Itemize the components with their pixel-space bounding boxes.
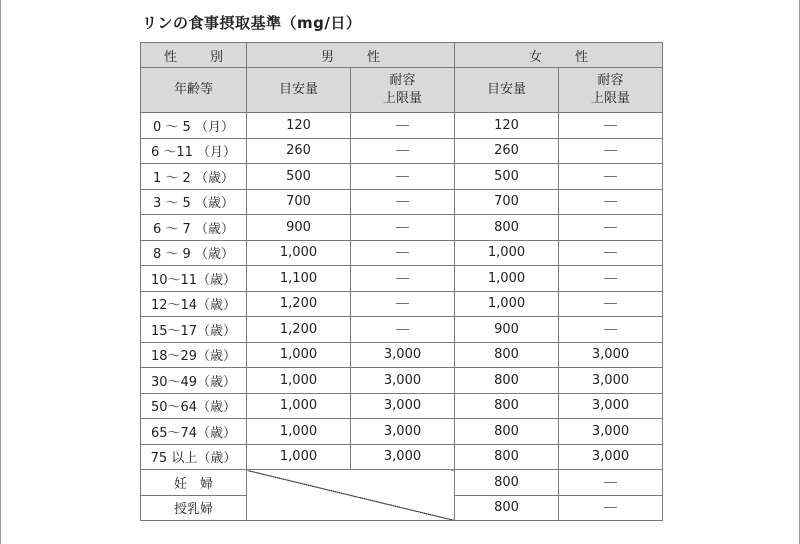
phosphorus-intake-table	[140, 42, 663, 521]
male-ul-cell: ―	[351, 113, 455, 139]
header-male-ul-line1: 耐容	[389, 73, 416, 88]
female-ai-cell: 800	[455, 342, 559, 368]
female-ai-cell: 1,000	[455, 266, 559, 292]
male-ai-cell: 700	[247, 189, 351, 215]
table-row	[141, 164, 663, 190]
header-male-ul	[351, 68, 455, 113]
male-ul-cell: 3,000	[351, 342, 455, 368]
female-ai-cell: 1,000	[455, 240, 559, 266]
table-row	[141, 266, 663, 292]
female-ai-cell: 800	[455, 470, 559, 496]
table-row	[141, 342, 663, 368]
header-male: 男 性	[247, 43, 455, 68]
female-ul-cell: ―	[559, 495, 663, 521]
age-cell: 0 ～ 5 （月）	[141, 113, 247, 139]
header-row-sex	[141, 43, 663, 68]
male-not-applicable-diagonal	[247, 470, 455, 521]
table-row	[141, 215, 663, 241]
age-cell: 3 ～ 5 （歳）	[141, 189, 247, 215]
female-ai-cell: 260	[455, 138, 559, 164]
male-ai-cell: 1,200	[247, 317, 351, 343]
male-ul-cell: 3,000	[351, 368, 455, 394]
male-ul-cell: ―	[351, 266, 455, 292]
table-row	[141, 317, 663, 343]
male-ai-cell: 1,200	[247, 291, 351, 317]
page-border-left	[0, 0, 1, 544]
female-ai-cell: 800	[455, 215, 559, 241]
female-ul-cell: ―	[559, 291, 663, 317]
page-title: リンの食事摂取基準（mg/日）	[142, 14, 362, 32]
female-ai-cell: 800	[455, 419, 559, 445]
male-ai-cell: 1,000	[247, 342, 351, 368]
age-cell: 30～49（歳）	[141, 368, 247, 394]
female-ul-cell: ―	[559, 164, 663, 190]
female-ai-cell: 800	[455, 393, 559, 419]
male-ai-cell: 1,000	[247, 419, 351, 445]
female-ai-cell: 120	[455, 113, 559, 139]
male-ai-cell: 1,000	[247, 240, 351, 266]
table-row	[141, 240, 663, 266]
header-female-ul	[559, 68, 663, 113]
male-ai-cell: 1,000	[247, 368, 351, 394]
lactating-label: 授乳婦	[141, 495, 247, 521]
male-ai-cell: 1,100	[247, 266, 351, 292]
female-ul-cell: 3,000	[559, 393, 663, 419]
age-cell: 18～29（歳）	[141, 342, 247, 368]
male-ai-cell: 120	[247, 113, 351, 139]
age-cell: 8 ～ 9 （歳）	[141, 240, 247, 266]
table-row	[141, 444, 663, 470]
age-cell: 15～17（歳）	[141, 317, 247, 343]
male-ul-cell: 3,000	[351, 444, 455, 470]
female-ai-cell: 800	[455, 444, 559, 470]
male-ul-cell: ―	[351, 317, 455, 343]
header-male-ai: 目安量	[247, 68, 351, 113]
female-ul-cell: ―	[559, 266, 663, 292]
age-cell: 50～64（歳）	[141, 393, 247, 419]
header-female-ul-line1: 耐容	[597, 73, 624, 88]
table-row	[141, 393, 663, 419]
header-sex: 性 別	[141, 43, 247, 68]
female-ai-cell: 800	[455, 368, 559, 394]
female-ai-cell: 500	[455, 164, 559, 190]
male-ul-cell: ―	[351, 138, 455, 164]
female-ul-cell: ―	[559, 113, 663, 139]
table-row	[141, 113, 663, 139]
female-ai-cell: 1,000	[455, 291, 559, 317]
table-row	[141, 138, 663, 164]
female-ul-cell: ―	[559, 215, 663, 241]
table-row-pregnant	[141, 470, 663, 496]
female-ul-cell: 3,000	[559, 368, 663, 394]
male-ul-cell: 3,000	[351, 419, 455, 445]
male-ai-cell: 500	[247, 164, 351, 190]
male-ul-cell: ―	[351, 240, 455, 266]
table-row	[141, 368, 663, 394]
age-cell: 75 以上（歳）	[141, 444, 247, 470]
male-ul-cell: ―	[351, 291, 455, 317]
male-ul-cell: 3,000	[351, 393, 455, 419]
male-ul-cell: ―	[351, 189, 455, 215]
female-ul-cell: ―	[559, 470, 663, 496]
age-cell: 6 ～11 （月）	[141, 138, 247, 164]
male-ul-cell: ―	[351, 215, 455, 241]
age-cell: 65～74（歳）	[141, 419, 247, 445]
age-cell: 1 ～ 2 （歳）	[141, 164, 247, 190]
header-age: 年齢等	[141, 68, 247, 113]
female-ai-cell: 700	[455, 189, 559, 215]
male-ai-cell: 1,000	[247, 444, 351, 470]
female-ul-cell: ―	[559, 317, 663, 343]
header-row-measures	[141, 68, 663, 113]
header-female: 女 性	[455, 43, 663, 68]
header-female-ai: 目安量	[455, 68, 559, 113]
female-ul-cell: 3,000	[559, 444, 663, 470]
age-cell: 6 ～ 7 （歳）	[141, 215, 247, 241]
pregnant-label: 妊 婦	[141, 470, 247, 496]
header-female-ul-line2: 上限量	[590, 91, 630, 106]
table-row	[141, 291, 663, 317]
female-ai-cell: 800	[455, 495, 559, 521]
female-ul-cell: ―	[559, 138, 663, 164]
header-male-ul-line2: 上限量	[382, 91, 422, 106]
age-cell: 12～14（歳）	[141, 291, 247, 317]
female-ul-cell: 3,000	[559, 342, 663, 368]
male-ul-cell: ―	[351, 164, 455, 190]
table-row	[141, 419, 663, 445]
female-ul-cell: 3,000	[559, 419, 663, 445]
male-ai-cell: 1,000	[247, 393, 351, 419]
table-row	[141, 189, 663, 215]
female-ul-cell: ―	[559, 240, 663, 266]
female-ul-cell: ―	[559, 189, 663, 215]
male-ai-cell: 900	[247, 215, 351, 241]
age-cell: 10～11（歳）	[141, 266, 247, 292]
female-ai-cell: 900	[455, 317, 559, 343]
male-ai-cell: 260	[247, 138, 351, 164]
